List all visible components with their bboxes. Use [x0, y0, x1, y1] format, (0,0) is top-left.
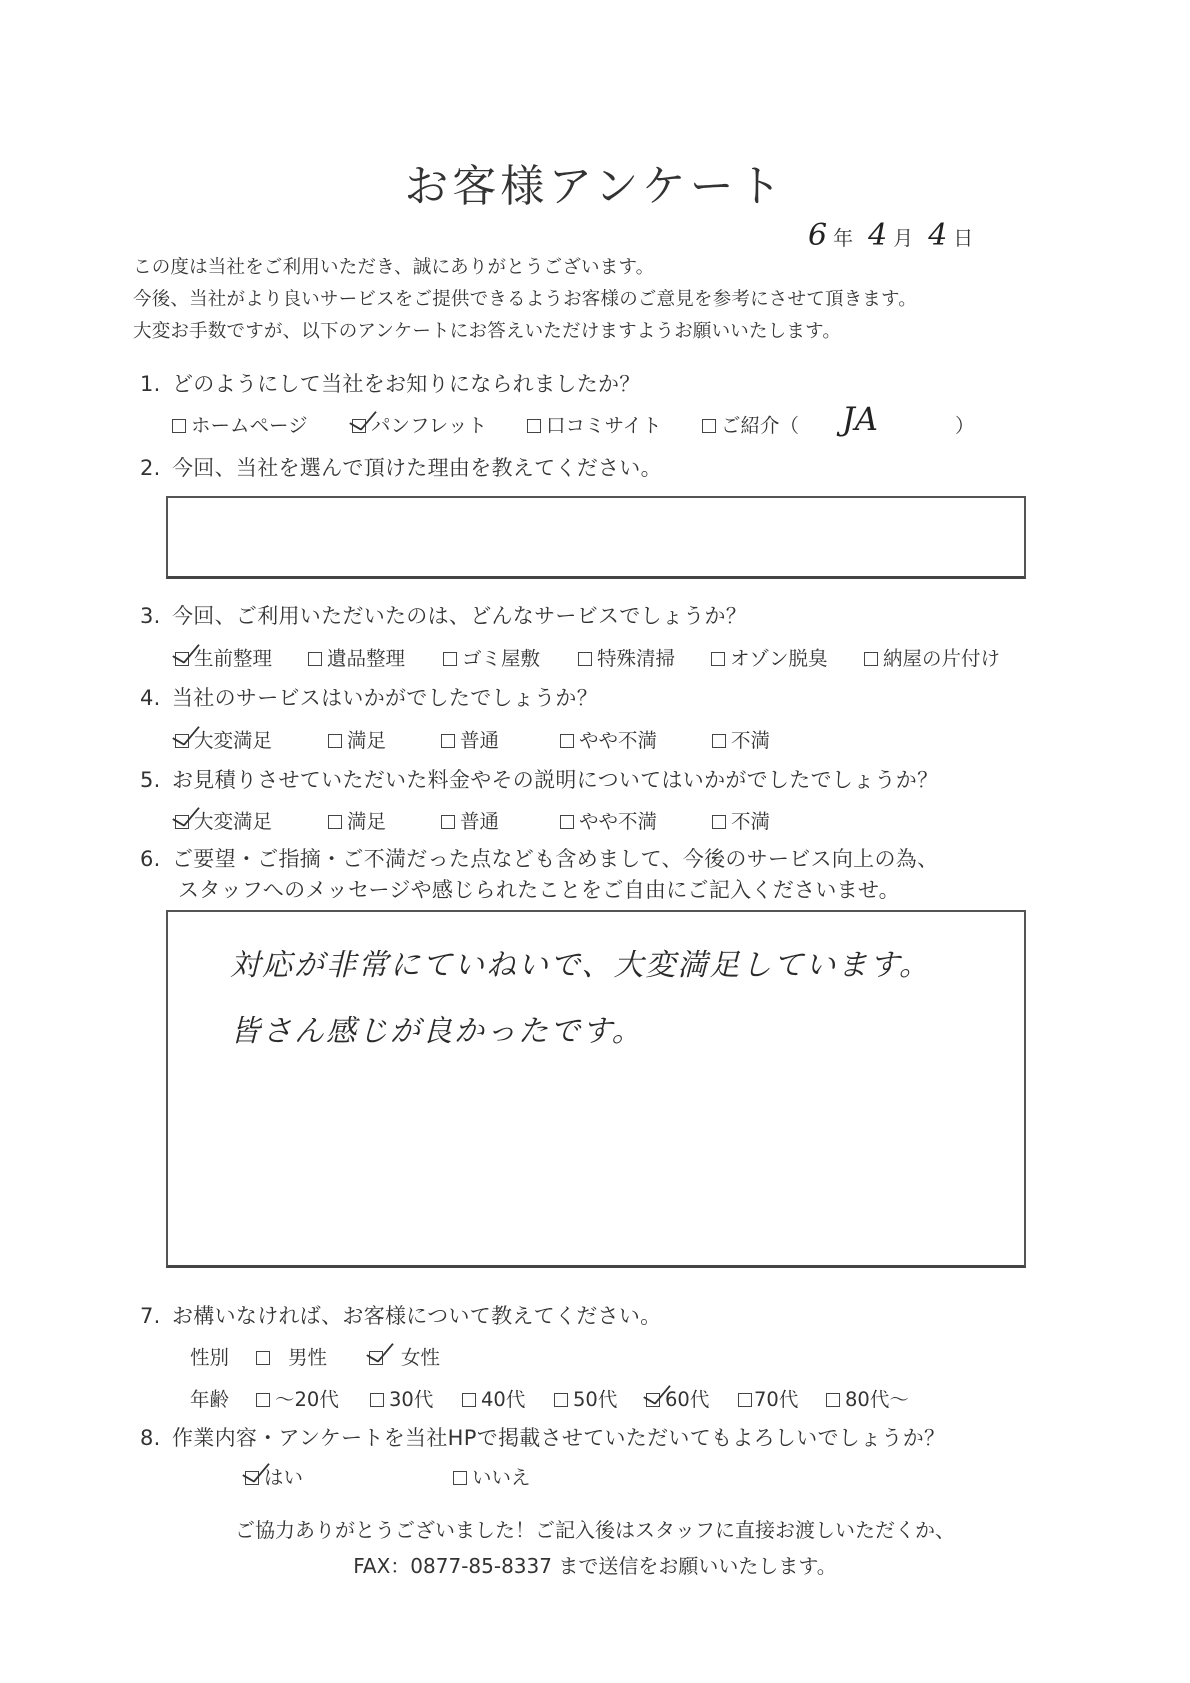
- option-pamphlet[interactable]: パンフレット: [352, 410, 487, 438]
- checkbox[interactable]: [328, 734, 342, 748]
- option-seizen-seiri[interactable]: 生前整理: [175, 643, 272, 671]
- checkbox[interactable]: [864, 652, 878, 666]
- checkbox[interactable]: [826, 1393, 840, 1407]
- option-dissatisfied[interactable]: 不満: [712, 725, 770, 753]
- question-6: 6. ご要望・ご指摘・ご不満だった点なども含めまして、今後のサービス向上の為、: [140, 847, 939, 871]
- checkbox[interactable]: [712, 734, 726, 748]
- option-gomi-yashiki[interactable]: ゴミ屋敷: [443, 643, 540, 671]
- checkbox[interactable]: [527, 419, 541, 433]
- option-very-satisfied[interactable]: 大変満足: [175, 806, 272, 834]
- checkbox-checked[interactable]: [175, 815, 189, 829]
- option-satisfied[interactable]: 満足: [328, 806, 386, 834]
- question-5: 5. お見積りさせていただいた料金やその説明についてはいかがでしたでしょうか？: [140, 768, 939, 792]
- checkbox[interactable]: [441, 734, 455, 748]
- option-referral[interactable]: ご紹介（: [702, 410, 799, 438]
- footer-line-2: FAX：0877-85-8337 まで送信をお願いいたします。: [353, 1554, 837, 1578]
- option-age-60[interactable]: 60代: [646, 1384, 709, 1412]
- question-6-line-2: スタッフへのメッセージや感じられたことをご自由にご記入くださいませ。: [178, 878, 900, 902]
- page-title: お客様アンケート: [404, 161, 786, 212]
- checkbox-checked[interactable]: [175, 652, 189, 666]
- question-8: 8. 作業内容・アンケートを当社HPで掲載させていただいてもよろしいでしょうか？: [140, 1426, 946, 1450]
- option-female[interactable]: 女性: [369, 1342, 440, 1370]
- question-4: 4. 当社のサービスはいかがでしたでしょうか？: [140, 686, 598, 710]
- option-yes[interactable]: はい: [245, 1462, 303, 1490]
- option-very-satisfied[interactable]: 大変満足: [175, 725, 272, 753]
- checkbox-checked[interactable]: [646, 1393, 660, 1407]
- message-line-2: 皆さん感じが良かったです。: [230, 1014, 644, 1049]
- footer-line-1: ご協力ありがとうございました！ご記入後はスタッフに直接お渡しいただくか、: [235, 1518, 955, 1542]
- checkbox[interactable]: [443, 652, 457, 666]
- question-1: 1. どのようにして当社をお知りになられましたか？: [140, 372, 641, 396]
- checkbox[interactable]: [172, 419, 186, 433]
- checkbox[interactable]: [328, 815, 342, 829]
- question-2: 2. 今回、当社を選んで頂けた理由を教えてください。: [140, 456, 662, 480]
- question-3: 3. 今回、ご利用いただいたのは、どんなサービスでしょうか？: [140, 604, 748, 628]
- checkbox[interactable]: [256, 1351, 270, 1365]
- option-ozone[interactable]: オゾン脱臭: [711, 643, 828, 671]
- option-homepage[interactable]: ホームページ: [172, 410, 308, 438]
- intro-line-2: 今後、当社がより良いサービスをご提供できるようお客様のご意見を参考にさせて頂きます。: [133, 289, 917, 310]
- checkbox[interactable]: [702, 419, 716, 433]
- option-age-50[interactable]: 50代: [554, 1384, 617, 1412]
- option-somewhat-dissatisfied[interactable]: やや不満: [560, 806, 657, 834]
- checkbox-checked[interactable]: [352, 419, 366, 433]
- checkbox[interactable]: [453, 1471, 467, 1485]
- date-year: 6: [808, 218, 828, 253]
- message-line-1: 対応が非常にていねいで、大変満足しています。: [230, 948, 931, 983]
- date-field: 6 年 4 月 4 日: [808, 218, 974, 253]
- intro-line-3: 大変お手数ですが、以下のアンケートにお答えいただけますようお願いいたします。: [133, 321, 842, 342]
- checkbox[interactable]: [370, 1393, 384, 1407]
- referral-input[interactable]: JA: [842, 400, 878, 438]
- checkbox[interactable]: [462, 1393, 476, 1407]
- option-no[interactable]: いいえ: [453, 1462, 531, 1490]
- intro-line-1: この度は当社をご利用いただき、誠にありがとうございます。: [133, 257, 655, 278]
- checkbox[interactable]: [256, 1393, 270, 1407]
- option-dissatisfied[interactable]: 不満: [712, 806, 770, 834]
- checkbox[interactable]: [308, 652, 322, 666]
- checkbox[interactable]: [560, 734, 574, 748]
- date-day: 4: [928, 218, 948, 253]
- option-somewhat-dissatisfied[interactable]: やや不満: [560, 725, 657, 753]
- question-7: 7. お構いなければ、お客様について教えてください。: [140, 1304, 662, 1328]
- checkbox[interactable]: [441, 815, 455, 829]
- option-normal[interactable]: 普通: [441, 725, 499, 753]
- checkbox[interactable]: [560, 815, 574, 829]
- option-normal[interactable]: 普通: [441, 806, 499, 834]
- option-age-70[interactable]: 70代: [738, 1384, 798, 1412]
- option-age-40[interactable]: 40代: [462, 1384, 525, 1412]
- checkbox-checked[interactable]: [369, 1351, 383, 1365]
- checkbox[interactable]: [578, 652, 592, 666]
- checkbox-checked[interactable]: [175, 734, 189, 748]
- option-male[interactable]: 男性: [256, 1342, 327, 1370]
- checkbox[interactable]: [712, 815, 726, 829]
- option-review-site[interactable]: 口コミサイト: [527, 410, 662, 438]
- gender-label: 性別: [190, 1346, 230, 1369]
- checkbox-checked[interactable]: [245, 1471, 259, 1485]
- option-naya[interactable]: 納屋の片付け: [864, 643, 1000, 671]
- option-satisfied[interactable]: 満足: [328, 725, 386, 753]
- reason-answer-box[interactable]: [166, 496, 1026, 579]
- option-age-80[interactable]: 80代～: [826, 1384, 909, 1412]
- referral-close-paren: ）: [955, 414, 975, 437]
- option-ihin-seiri[interactable]: 遺品整理: [308, 643, 405, 671]
- option-tokushu-seisou[interactable]: 特殊清掃: [578, 643, 675, 671]
- age-label: 年齢: [190, 1388, 230, 1411]
- checkbox[interactable]: [738, 1393, 752, 1407]
- option-age-20[interactable]: ～20代: [256, 1384, 339, 1412]
- checkbox[interactable]: [711, 652, 725, 666]
- checkbox[interactable]: [554, 1393, 568, 1407]
- option-age-30[interactable]: 30代: [370, 1384, 433, 1412]
- date-month: 4: [868, 218, 888, 253]
